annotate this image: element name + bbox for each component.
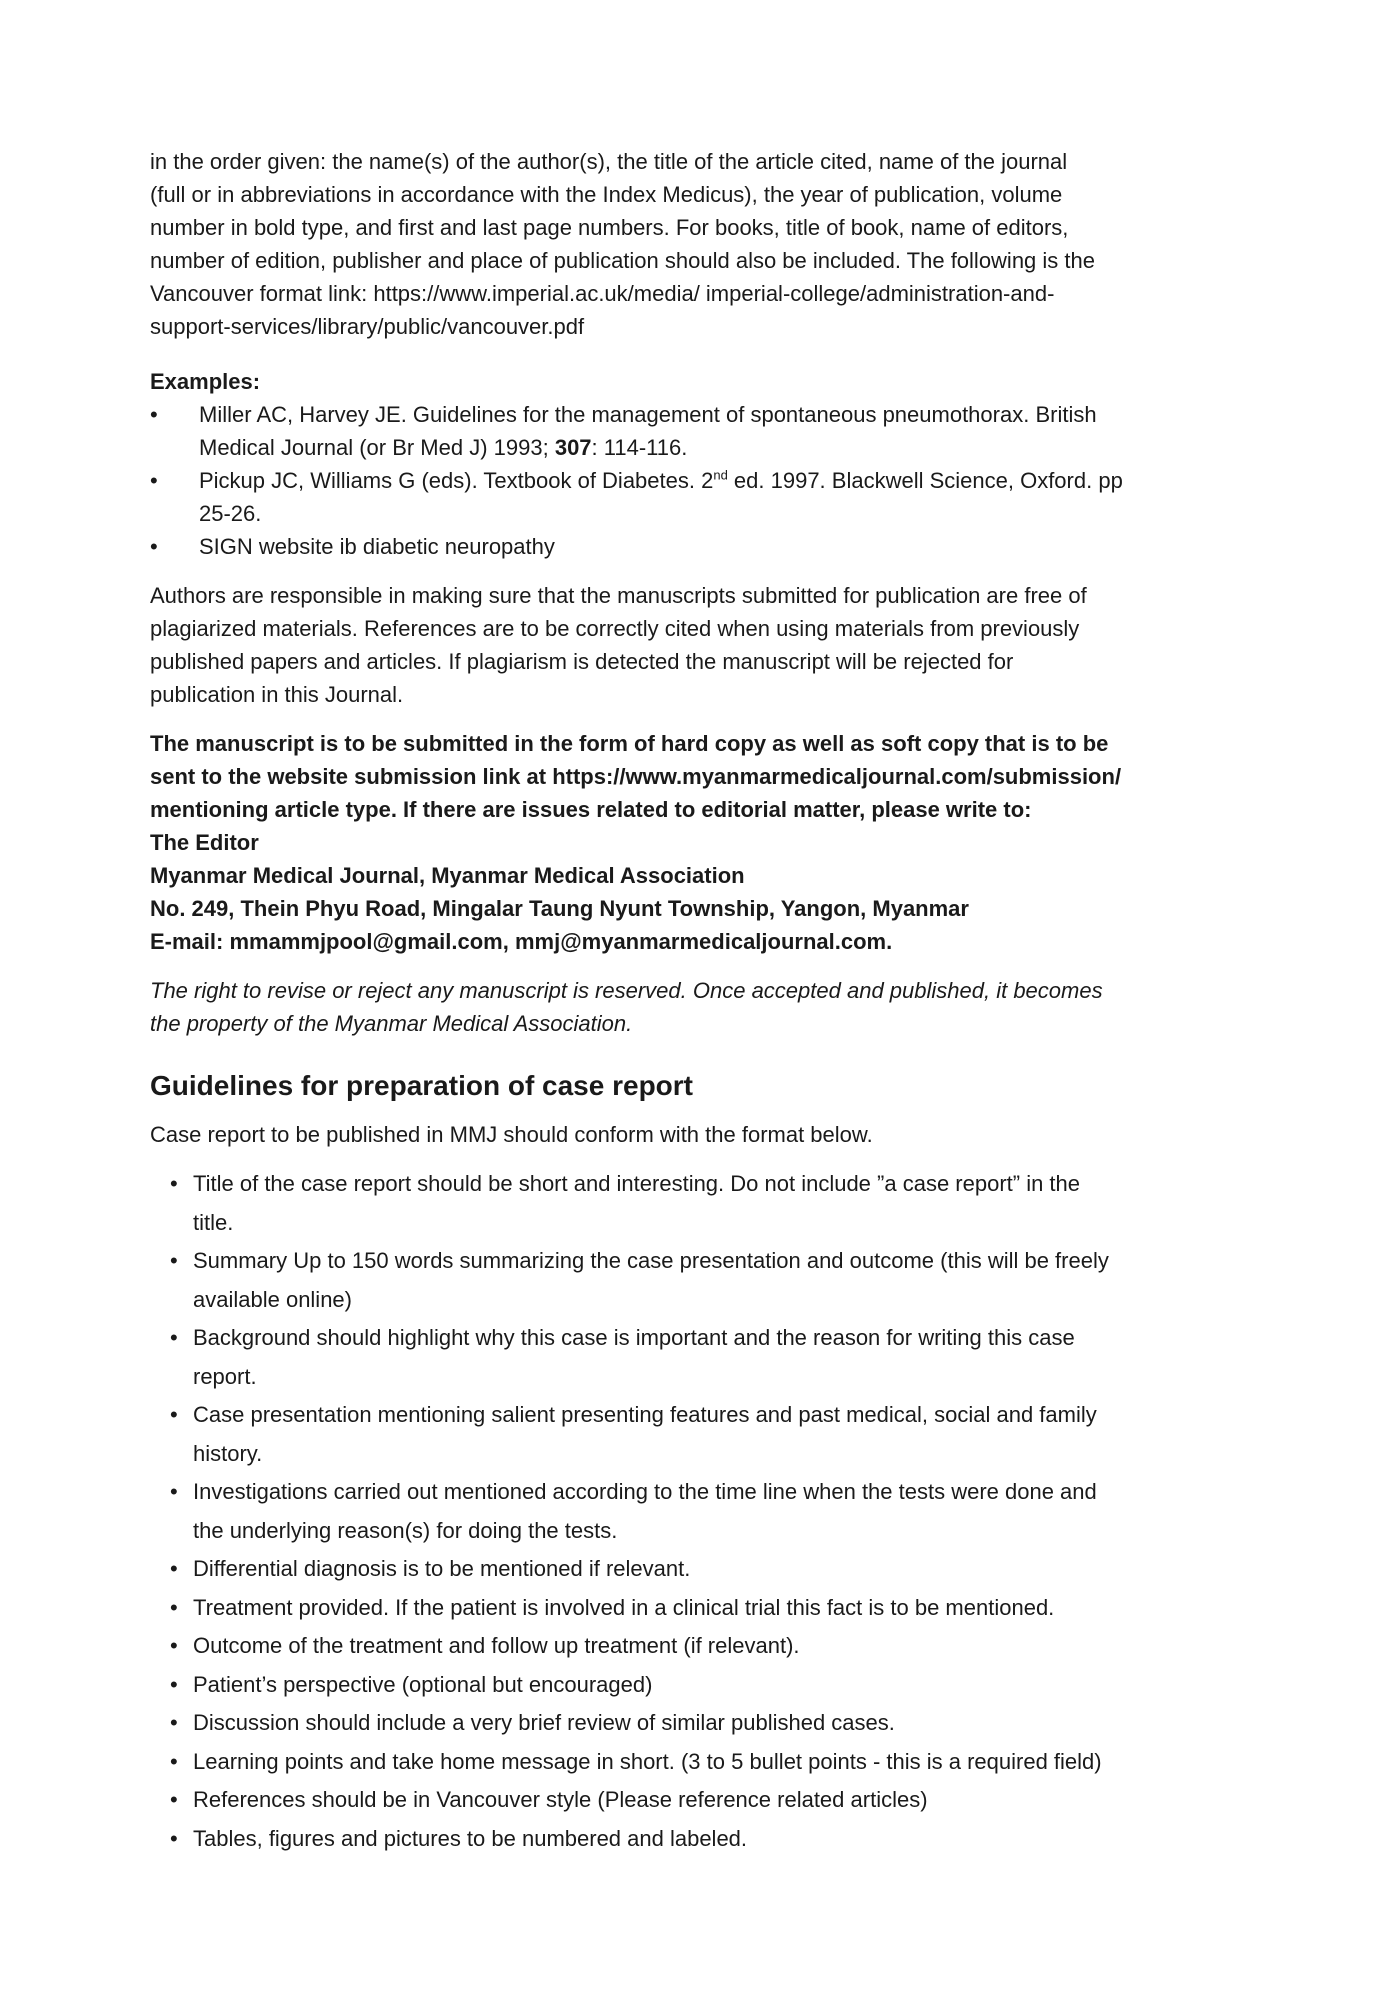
editor-title: The Editor [150, 830, 259, 855]
case-report-intro: Case report to be published in MMJ should conform with the format below. [150, 1122, 873, 1147]
text-line: 25-26. [199, 501, 262, 526]
text-line: sent to the website submission link at https://www.myanmarmedicaljournal.com/submission/ [150, 764, 1122, 789]
list-item [150, 1165, 1248, 1242]
text-line: The manuscript is to be submitted in the form of hard copy as well as soft copy that is to be [150, 731, 1109, 756]
text-line: Miller AC, Harvey JE. Guidelines for the management of spontaneous pneumothorax. British [199, 402, 1097, 427]
editor-organization: Myanmar Medical Journal, Myanmar Medical Association [150, 863, 745, 888]
bullet-icon: • [170, 1594, 178, 1620]
bullet-icon: • [170, 1171, 178, 1196]
text-line: Medical Journal (or Br Med J) 1993; 307: 114-116. [199, 435, 688, 460]
case-report-heading: Guidelines for preparation of case report [150, 1070, 694, 1101]
text-line: publication in this Journal. [150, 682, 404, 707]
text-line: Summary Up to 150 words summarizing the case presentation and outcome (this will be freely [193, 1248, 1109, 1273]
text-line: Treatment provided. If the patient is involved in a clinical trial this fact is to be mentioned. [193, 1594, 1055, 1620]
list-item [150, 1743, 1248, 1782]
bullet-icon: • [170, 1748, 178, 1774]
text-line: mentioning article type. If there are issues related to editorial matter, please write to: [150, 797, 1032, 822]
text-line: the property of the Myanmar Medical Association. [150, 1011, 633, 1036]
bullet-icon: • [170, 1671, 178, 1697]
text-line: Authors are responsible in making sure that the manuscripts submitted for publication are free of [150, 583, 1087, 608]
bullet-icon: • [170, 1710, 178, 1735]
list-item [150, 1396, 1248, 1473]
bullet-icon: • [150, 468, 158, 493]
bullet-icon: • [170, 1825, 178, 1851]
text-line: Vancouver format link: https://www.imperial.ac.uk/media/ imperial-college/administration-and- [150, 281, 1055, 306]
list-item [150, 1820, 1248, 1859]
text-line: in the order given: the name(s) of the author(s), the title of the article cited, name of the journal [150, 149, 1068, 174]
list-item [150, 1473, 1248, 1550]
bullet-icon: • [170, 1556, 178, 1581]
references-paragraph [150, 145, 1248, 343]
bullet-icon: • [170, 1248, 178, 1273]
text-line: Differential diagnosis is to be mentioned if relevant. [193, 1556, 691, 1581]
text-line: number of edition, publisher and place of publication should also be included. The following is the [150, 248, 1095, 273]
list-item [150, 398, 1248, 464]
text-line: Case presentation mentioning salient presenting features and past medical, social and family [193, 1402, 1097, 1427]
plagiarism-paragraph [150, 579, 1248, 711]
text-line: Discussion should include a very brief review of similar published cases. [193, 1710, 895, 1735]
text-line: history. [193, 1440, 263, 1466]
submission-paragraph [150, 727, 1248, 958]
rights-note [150, 974, 1248, 1040]
text-line: Investigations carried out mentioned according to the time line when the tests were done and [193, 1479, 1097, 1504]
list-item [150, 1550, 1248, 1589]
text-line: plagiarized materials. References are to be correctly cited when using materials from previously [150, 616, 1080, 641]
document-page [150, 145, 1248, 1858]
list-item [150, 530, 1248, 563]
volume-number: 307 [554, 435, 592, 460]
text-line: Background should highlight why this case is important and the reason for writing this case [193, 1325, 1075, 1350]
list-item [150, 1627, 1248, 1666]
bullet-icon: • [150, 534, 158, 559]
text-line: (full or in abbreviations in accordance with the Index Medicus), the year of publication, volume [150, 182, 1063, 207]
text-line: The right to revise or reject any manuscript is reserved. Once accepted and published, it becomes [150, 978, 1103, 1003]
editor-email: E-mail: mmammjpool@gmail.com, mmj@myanmarmedicaljournal.com. [150, 929, 893, 954]
editor-address: No. 249, Thein Phyu Road, Mingalar Taung Nyunt Township, Yangon, Myanmar [150, 896, 969, 921]
text-line: Title of the case report should be short and interesting. Do not include ”a case report” in the [193, 1171, 1081, 1196]
examples-heading: Examples: [150, 369, 261, 394]
list-item [150, 1666, 1248, 1705]
text-line: support-services/library/public/vancouver.pdf [150, 314, 585, 339]
list-item [150, 1781, 1248, 1820]
text-line: SIGN website ib diabetic neuropathy [199, 534, 555, 559]
bullet-icon: • [170, 1479, 178, 1504]
text-line: Learning points and take home message in short. (3 to 5 bullet points - this is a required field) [193, 1748, 1102, 1774]
bullet-icon: • [170, 1325, 178, 1350]
text-line: available online) [193, 1286, 352, 1312]
bullet-icon: • [150, 402, 158, 427]
examples-list [150, 398, 1248, 563]
text-line: Pickup JC, Williams G (eds). Textbook of Diabetes. 2nd ed. 1997. Blackwell Science, Oxford. pp [199, 467, 1123, 493]
text-line: number in bold type, and first and last page numbers. For books, title of book, name of editors, [150, 215, 1069, 240]
list-item [150, 464, 1248, 530]
text-line: Tables, figures and pictures to be numbered and labeled. [193, 1825, 748, 1851]
list-item [150, 1242, 1248, 1319]
text-line: the underlying reason(s) for doing the tests. [193, 1517, 618, 1543]
bullet-icon: • [170, 1787, 178, 1812]
bullet-icon: • [170, 1402, 178, 1427]
list-item [150, 1589, 1248, 1628]
text-line: References should be in Vancouver style (Please reference related articles) [193, 1787, 928, 1812]
text-line: report. [193, 1363, 257, 1389]
text-line: title. [193, 1209, 234, 1235]
text-line: Outcome of the treatment and follow up treatment (if relevant). [193, 1633, 800, 1658]
text-line: published papers and articles. If plagiarism is detected the manuscript will be rejected for [150, 649, 1014, 674]
list-item [150, 1319, 1248, 1396]
case-report-list [150, 1165, 1248, 1858]
text-line: Patient’s perspective (optional but encouraged) [193, 1671, 653, 1697]
list-item [150, 1704, 1248, 1743]
bullet-icon: • [170, 1633, 178, 1658]
